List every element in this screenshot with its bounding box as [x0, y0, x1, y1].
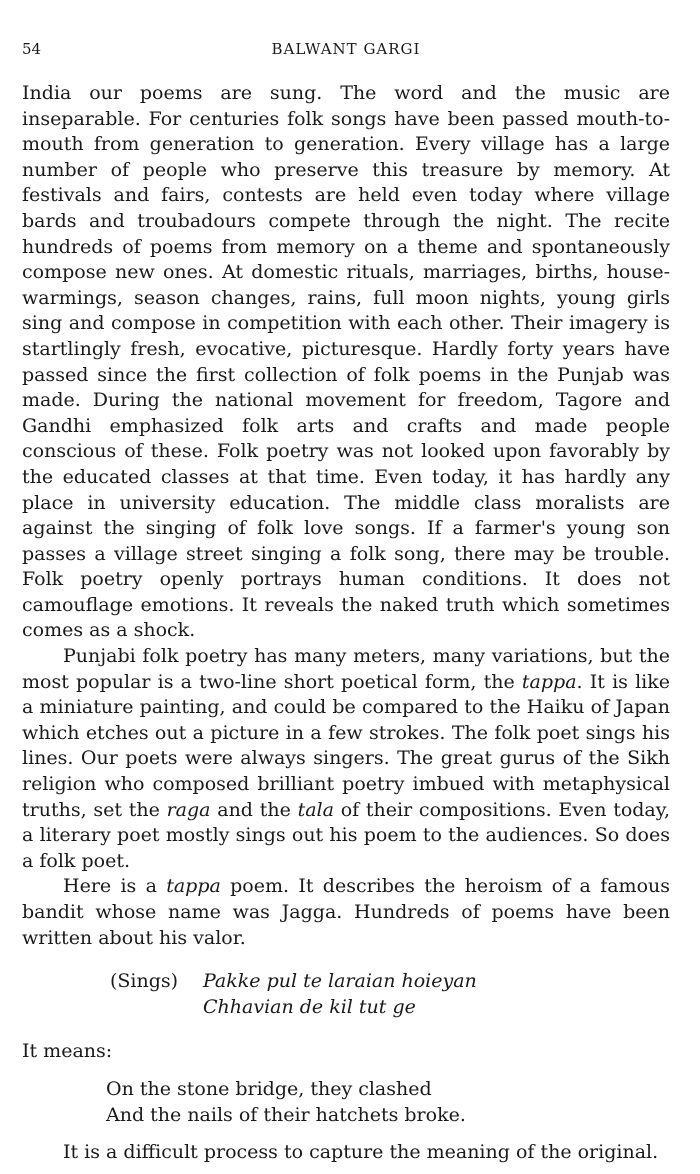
paragraph-2-part-4: of their compositions. Even today, a literary poet mostly sings out his poem to the audiences. So does a folk poet. — [22, 798, 671, 872]
paragraph-2-part-3: and the — [210, 798, 298, 821]
closing-sentence: It is a difficult process to capture the meaning of the original. — [63, 1141, 659, 1164]
book-page — [22, 36, 670, 1166]
term-raga: raga — [166, 798, 211, 821]
term-tappa: tappa — [521, 670, 577, 693]
verse-line-1: Pakke pul te laraian hoieyan — [203, 970, 477, 993]
body-text — [22, 81, 670, 951]
term-tala: tala — [297, 798, 334, 821]
running-head: BALWANT GARGI — [271, 40, 421, 58]
translation — [106, 1077, 670, 1128]
term-tappa-2: tappa — [166, 875, 221, 898]
verse-prefix: (Sings) — [110, 970, 179, 993]
translation-line-1: On the stone bridge, they clashed — [106, 1077, 432, 1100]
paragraph-3-part-1: Here is a — [63, 875, 167, 898]
paragraph-2-part-1: Punjabi folk poetry has many meters, many variations, but the most popular is a two-line short poetical form, the — [22, 645, 670, 693]
verse-row-2 — [110, 995, 670, 1021]
page-number: 54 — [22, 40, 42, 58]
page-header — [22, 36, 670, 64]
paragraph-3 — [22, 874, 670, 951]
paragraph-1: India our poems are sung. The word and the music are inseparable. For centuries folk songs have been passed mouth-to-mouth from generation to generation. Every village has a large number of people who preserve this treasure by memory. At festivals and fairs, contests are held even today where village bards and troubadours compete through the night. The recite hundreds of poems from memory on a theme and spontaneously compose new ones. At domestic rituals, marriages, births, house-warmings, season changes, rains, full moon nights, young girls sing and compose in competition with each other. Their imagery is startlingly fresh, evocative, picturesque. Hardly forty years have passed since the first collection of folk poems in the Punjab was made. During the national movement for freedom, Tagore and Gandhi emphasized folk arts and crafts and made people conscious of these. Folk poetry was not looked upon favorably by the educated classes at that time. Even today, it has hardly any place in university education. The middle class moralists are against the singing of folk love songs. If a farmer's young son passes a village street singing a folk song, there may be trouble. Folk poetry openly portrays human conditions. It does not camouflage emotions. It reveals the naked truth which sometimes comes as a shock. — [22, 82, 670, 642]
paragraph-3-part-2: poem. It describes the heroism of a famous bandit whose name was Jagga. Hundreds of poems have been written about his valor. — [22, 875, 670, 949]
verse-prefix-spacer — [110, 995, 203, 1021]
paragraph-2-part-2: . It is like a miniature painting, and could be compared to the Haiku of Japan which etches out a picture in a few strokes. The folk poet sings his lines. Our poets were always singers. The great gurus of the Sikh religion who composed brilliant poetry imbued with metaphysical truths, set the — [22, 670, 670, 821]
verse-row-1 — [110, 969, 670, 995]
translation-line-2: And the nails of their hatchets broke. — [106, 1103, 466, 1126]
sung-verse — [110, 969, 670, 1020]
verse-line-2: Chhavian de kil tut ge — [203, 995, 416, 1018]
paragraph-2 — [22, 644, 670, 874]
it-means-label: It means: — [22, 1040, 113, 1063]
